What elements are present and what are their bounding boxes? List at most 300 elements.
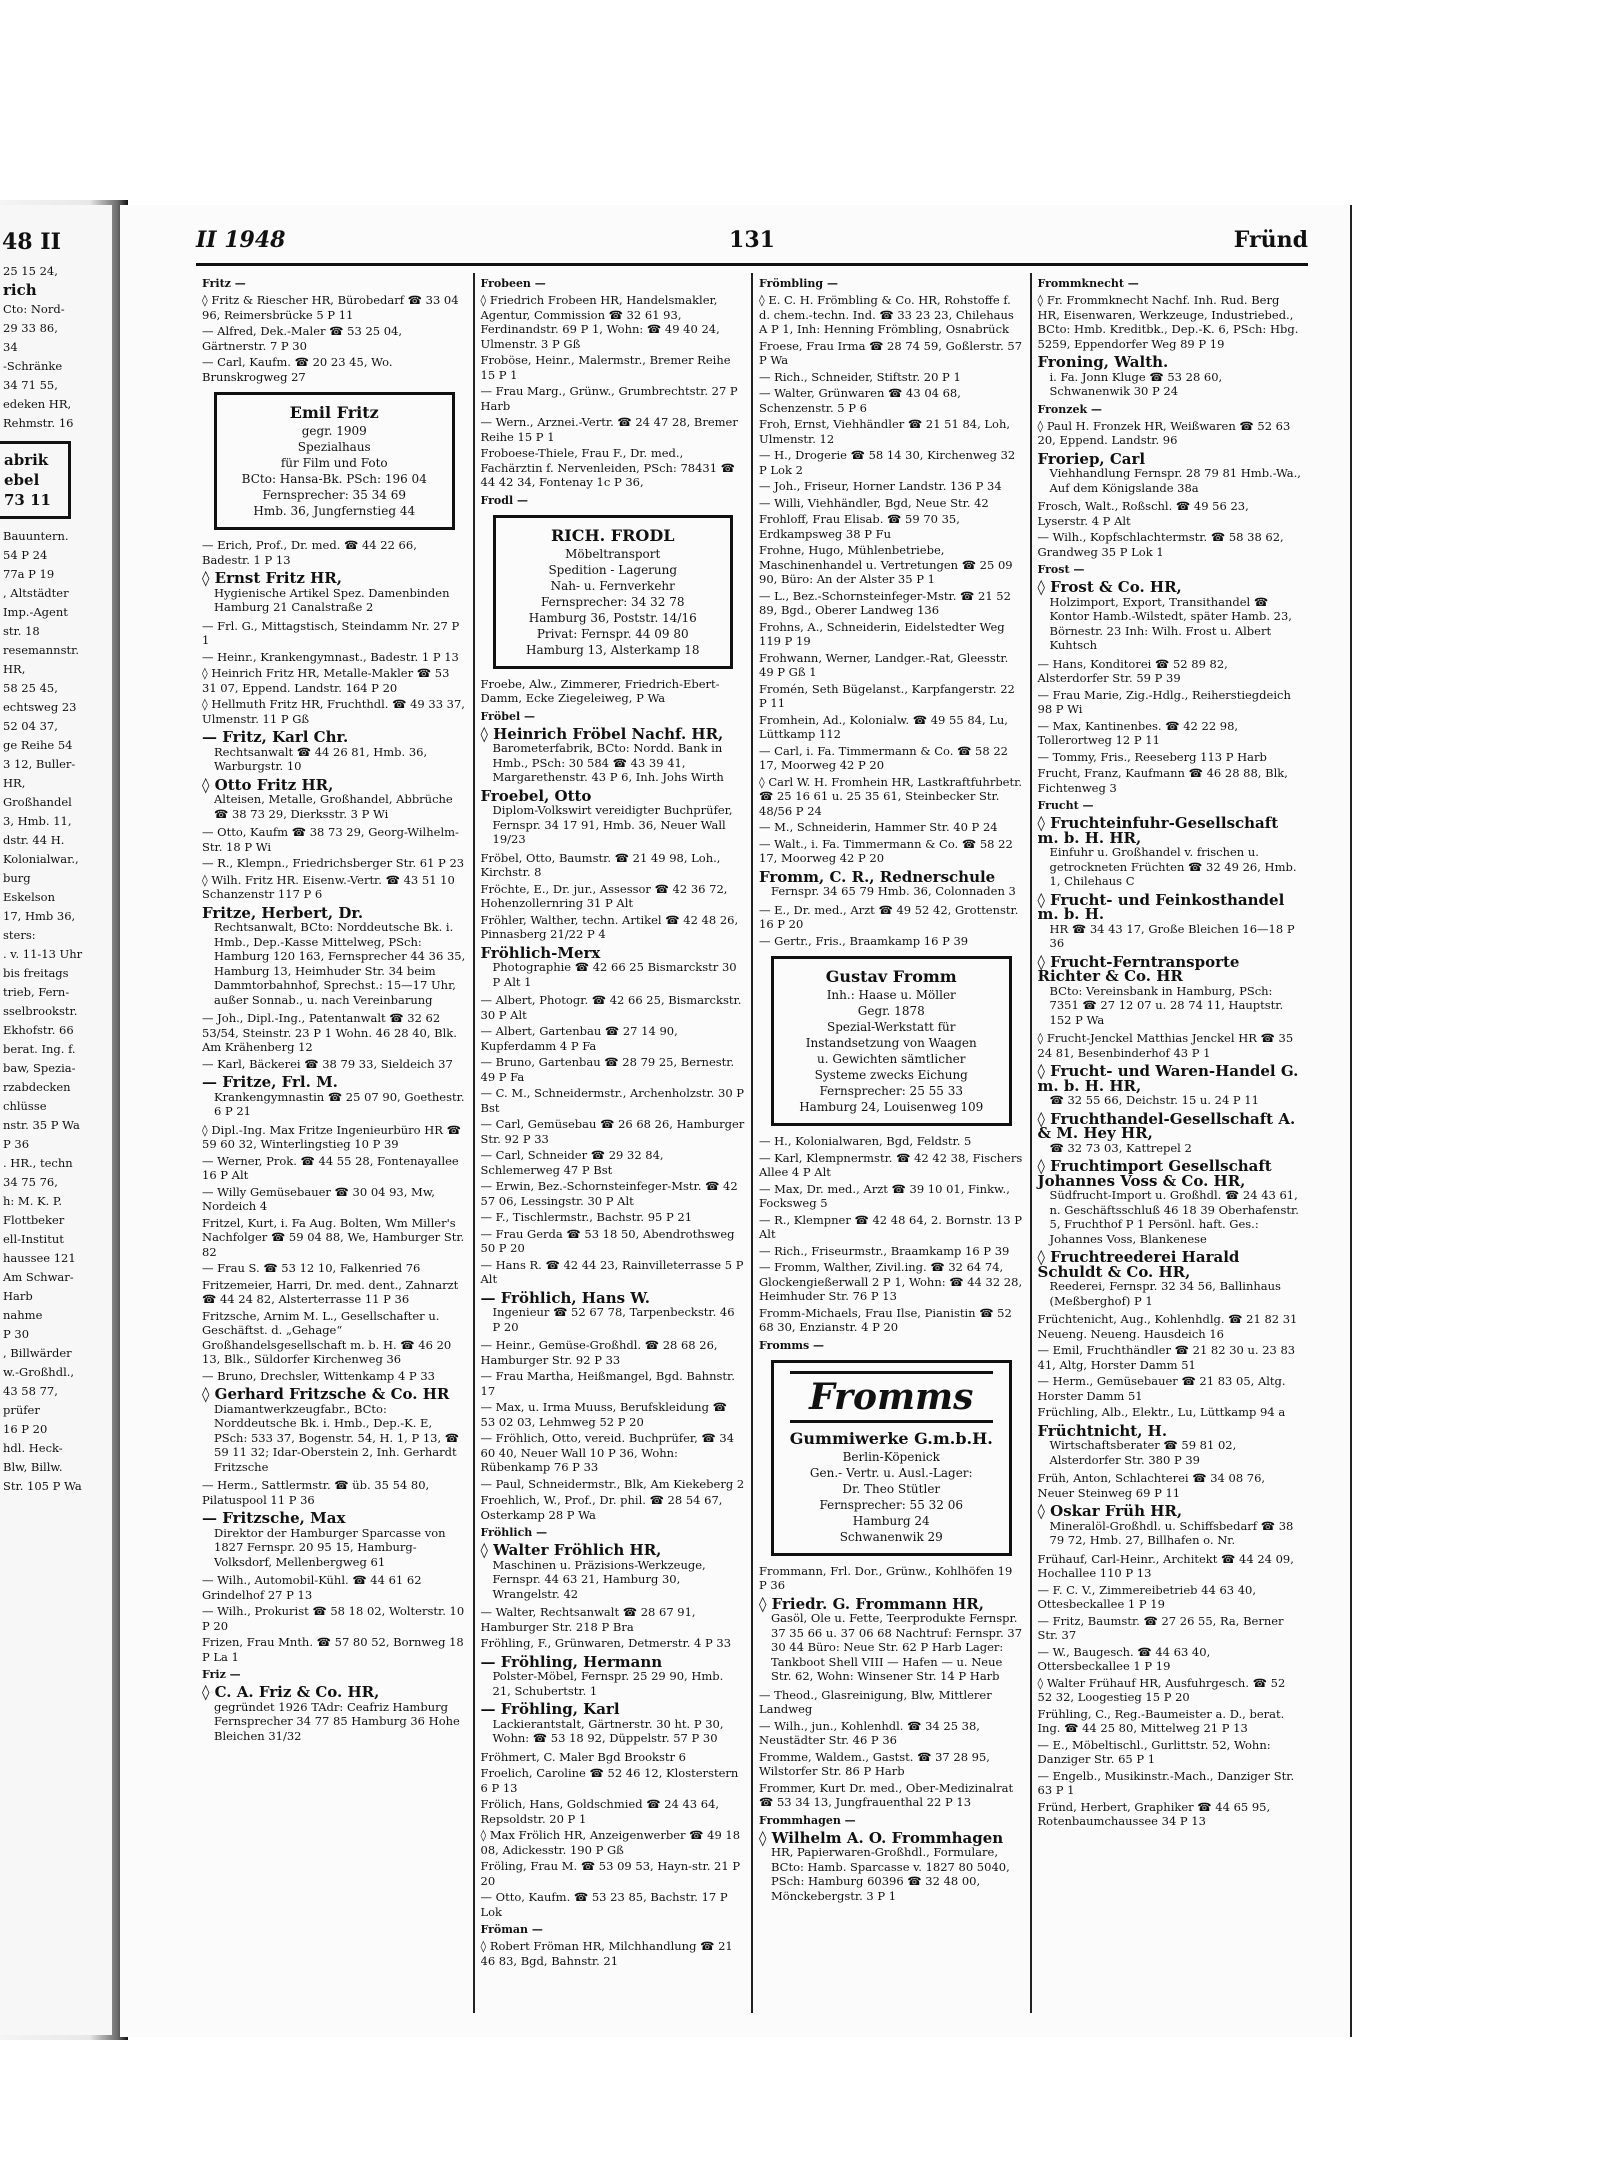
section-header: Frost — xyxy=(1037,563,1085,576)
advertisement-title: RICH. FRODL xyxy=(551,525,675,545)
directory-entry: — Frau Gerda ☎ 53 18 50, Abendrothsweg 50 P 20 xyxy=(480,1226,735,1255)
left-page-fragment: haussee 121 xyxy=(3,1251,76,1265)
entry-name: ◊ Gerhard Fritzsche & Co. HR xyxy=(202,1385,450,1403)
entry-name: Fromm, C. R., Rednerschule xyxy=(759,867,996,886)
left-page-fragment: ge Reihe 54 xyxy=(3,738,73,752)
left-page-box-line: 73 11 xyxy=(4,491,51,509)
section-header: Frommknecht — xyxy=(1037,277,1139,290)
directory-entry: ◊ Carl W. H. Fromhein HR, Lastkraftfuhrbetr. ☎ 25 16 61 u. 25 35 61, Steinbecker Str. 48/56 P 24 xyxy=(759,774,1023,818)
advertisement-line: Privat: Fernspr. 44 09 80 xyxy=(536,626,689,641)
directory-entry: Frommer, Kurt Dr. med., Ober-Medizinalrat ☎ 53 34 13, Jungfrauenthal 22 P 13 xyxy=(759,1780,1014,1809)
directory-entry: — Erwin, Bez.-Schornsteinfeger-Mstr. ☎ 42 57 06, Lessingstr. 30 P Alt xyxy=(480,1179,738,1208)
left-page-fragment: nstr. 35 P Wa xyxy=(3,1118,80,1132)
entry-details: Ingenieur ☎ 52 67 78, Tarpenbeckstr. 46 P 20 xyxy=(492,1305,735,1334)
entry-name: ◊ Wilhelm A. O. Frommhagen xyxy=(759,1828,1004,1847)
directory-entry: ◊ Max Frölich HR, Anzeigenwerber ☎ 49 18 08, Adickesstr. 190 P Gß xyxy=(480,1828,741,1857)
directory-entry-featured xyxy=(202,775,467,822)
directory-entry: Frohns, A., Schneiderin, Eidelstedter Weg 119 P 19 xyxy=(759,619,1005,648)
directory-entry: — H., Drogerie ☎ 58 14 30, Kirchenweg 32 P Lok 2 xyxy=(759,448,1016,477)
left-page-fragment: 29 33 86, xyxy=(3,321,58,335)
directory-entry: — Herm., Sattlermstr. ☎ üb. 35 54 80, Pilatuspool 11 P 36 xyxy=(202,1478,430,1507)
left-page-fragment: HR, xyxy=(3,776,26,790)
left-page-fragment: 52 04 37, xyxy=(3,719,58,733)
entry-details: Wirtschaftsberater ☎ 59 81 02, Alsterdorfer Str. 380 P 39 xyxy=(1049,1438,1237,1467)
directory-entry: — Paul, Schneidermstr., Blk, Am Kiekeberg 2 xyxy=(480,1476,745,1491)
directory-entry: — Heinr., Gemüse-Großhdl. ☎ 28 68 26, Hamburger Str. 92 P 33 xyxy=(480,1338,718,1367)
directory-entry-featured xyxy=(202,903,467,1008)
directory-entry: — L., Bez.-Schornsteinfeger-Mstr. ☎ 21 52 89, Bgd., Oberer Landweg 136 xyxy=(759,588,1011,617)
directory-entry: — Tommy, Fris., Reeseberg 113 P Harb xyxy=(1037,749,1267,764)
entry-details: Diplom-Volkswirt vereidigter Buchprüfer, Fernspr. 34 17 91, Hmb. 36, Neuer Wall 19/23 xyxy=(492,803,733,846)
directory-entry: — Frau S. ☎ 53 12 10, Falkenried 76 xyxy=(202,1261,421,1275)
advertisement-line: Hmb. 36, Jungfernstieg 44 xyxy=(253,504,416,518)
advertisement-logo: Fromms xyxy=(790,1371,993,1423)
left-page-fragment: edeken HR, xyxy=(3,397,72,411)
directory-entry: — Otto, Kaufm ☎ 38 73 29, Georg-Wilhelm-Str. 18 P Wi xyxy=(202,825,459,854)
advertisement-line: Spezialhaus xyxy=(297,440,371,454)
advertisement-box xyxy=(214,392,455,530)
left-page-fragment: baw, Spezia- xyxy=(3,1061,76,1075)
left-page-fragments-lower xyxy=(0,527,112,1496)
directory-entry: — Theod., Glasreinigung, Blw, Mittlerer Landweg xyxy=(759,1687,992,1716)
directory-entry-featured xyxy=(1038,1064,1303,1108)
entry-name: ◊ Frucht- und Feinkosthandel m. b. H. xyxy=(1037,890,1285,923)
page-number: 131 xyxy=(729,227,775,253)
entry-name: — Fritz, Karl Chr. xyxy=(202,728,349,746)
section-header: Fröman — xyxy=(480,1923,543,1936)
entry-name: ◊ Fruchtimport Gesellschaft Johannes Voss & Co. HR, xyxy=(1037,1157,1272,1190)
left-page-fragments xyxy=(0,262,112,433)
advertisement-title: Emil Fritz xyxy=(289,403,379,422)
directory-entry: — R., Klempn., Friedrichsberger Str. 61 P 23 xyxy=(202,856,465,870)
left-page-fragment: rich xyxy=(3,281,37,299)
left-page-fragment: Imp.-Agent xyxy=(3,605,68,619)
entry-details: HR ☎ 34 43 17, Große Bleichen 16—18 P 36 xyxy=(1049,921,1295,950)
directory-entry: ◊ Robert Fröman HR, Milchhandlung ☎ 21 46 83, Bgd, Bahnstr. 21 xyxy=(480,1939,733,1968)
directory-column-4 xyxy=(1032,273,1309,2013)
left-page-fragment: Großhandel xyxy=(3,795,72,809)
advertisement-line: Fernsprecher: 25 55 33 xyxy=(819,1084,963,1098)
left-page-fragment: 34 xyxy=(3,340,18,354)
entry-details: Fernspr. 34 65 79 Hmb. 36, Colonnaden 3 xyxy=(771,884,1016,898)
left-page-fragment: Am Schwar- xyxy=(3,1270,74,1284)
directory-entry: Frosch, Walt., Roßschl. ☎ 49 56 23, Lyserstr. 4 P Alt xyxy=(1037,499,1249,528)
left-page-fragment: Rehmstr. 16 xyxy=(3,416,74,430)
entry-name: — Fröhling, Hermann xyxy=(480,1652,663,1671)
directory-entry: — Werner, Prok. ☎ 44 55 28, Fontenayallee 16 P Alt xyxy=(202,1153,459,1182)
directory-entry-featured xyxy=(1038,1504,1303,1548)
left-page-box-line: abrik xyxy=(4,451,49,469)
advertisement-line: Möbeltransport xyxy=(565,546,661,561)
directory-entry: — Engelb., Musikinstr.-Mach., Danziger Str. 63 P 1 xyxy=(1037,1768,1295,1797)
directory-entry: Froelich, Caroline ☎ 52 46 12, Klosterstern 6 P 13 xyxy=(480,1766,739,1795)
directory-entry-featured xyxy=(1038,355,1303,399)
left-page-fragment: 16 P 20 xyxy=(3,1422,48,1436)
advertisement-line: u. Gewichten sämtlicher xyxy=(816,1052,966,1066)
left-page-header: 48 II xyxy=(2,229,61,255)
directory-entry-featured xyxy=(759,1828,1024,1904)
directory-entry: — Joh., Dipl.-Ing., Patentanwalt ☎ 32 62 53/54, Steinstr. 23 P 1 Wohn. 46 28 40, Blk. Am Krähenberg 12 xyxy=(202,1011,457,1054)
directory-entry: — Carl, Gemüsebau ☎ 26 68 26, Hamburger Str. 92 P 33 xyxy=(480,1117,745,1146)
directory-entry: Fröling, Frau M. ☎ 53 09 53, Hayn-str. 21 P 20 xyxy=(480,1859,741,1888)
section-header: Fröhlich — xyxy=(480,1526,548,1539)
advertisement-line: Inh.: Haase u. Möller xyxy=(826,988,956,1002)
section-header: Frommhagen — xyxy=(759,1813,856,1827)
left-page-fragment: rzabdecken xyxy=(3,1080,71,1094)
directory-entry: — Bruno, Drechsler, Wittenkamp 4 P 33 xyxy=(202,1368,435,1383)
left-page-fragment: 3 12, Buller- xyxy=(3,757,76,771)
directory-entry: ◊ Frucht-Jenckel Matthias Jenckel HR ☎ 35 24 81, Besenbinderhof 43 P 1 xyxy=(1037,1031,1294,1060)
entry-name: ◊ Frucht- und Waren-Handel G. m. b. H. HR, xyxy=(1037,1062,1299,1095)
left-page-fragment: Harb xyxy=(3,1289,33,1303)
directory-entry-featured xyxy=(480,1288,746,1335)
left-page-fragment: . v. 11-13 Uhr xyxy=(3,947,83,961)
left-page-fragment: sters: xyxy=(3,928,36,942)
directory-entry: — Fritz, Baumstr. ☎ 27 26 55, Ra, Berner Str. 37 xyxy=(1037,1613,1284,1642)
entry-details: Alteisen, Metalle, Großhandel, Abbrüche ☎ 38 73 29, Dierksstr. 3 P Wi xyxy=(214,792,453,821)
directory-entry: ◊ Hellmuth Fritz HR, Fruchthdl. ☎ 49 33 37, Ulmenstr. 11 P Gß xyxy=(202,697,465,726)
directory-entry: Früchling, Alb., Elektr., Lu, Lüttkamp 94 a xyxy=(1037,1405,1286,1419)
directory-entry: — Herm., Gemüsebauer ☎ 21 83 05, Altg. Horster Damm 51 xyxy=(1037,1374,1286,1403)
entry-details: Viehhandlung Fernspr. 28 79 81 Hmb.-Wa., Auf dem Königslande 38a xyxy=(1049,466,1301,495)
section-header: Fröbel — xyxy=(480,709,535,723)
entry-name: Froebel, Otto xyxy=(480,786,592,805)
entry-name: ◊ Heinrich Fröbel Nachf. HR, xyxy=(480,724,724,743)
entry-details: Diamantwerkzeugfabr., BCto: Norddeutsche Bk. i. Hmb., Dep.-K. E, PSch: 533 37, Bogenstr. 54, H. 1, P 13, ☎ 59 11 32; Idar-Oberstein 2, Inh. Gerhardt Fritzsche xyxy=(214,1401,460,1474)
entry-name: — Fritzsche, Max xyxy=(202,1509,346,1527)
directory-column-1 xyxy=(196,273,475,2013)
directory-entry: ◊ Friedrich Frobeen HR, Handelsmakler, Agentur, Commission ☎ 32 61 93, Ferdinandstr. 69 P 1, Wohn: ☎ 49 40 24, Ulmenstr. 3 P Gß xyxy=(480,293,720,351)
entry-name: ◊ Friedr. G. Frommann HR, xyxy=(759,1594,984,1613)
directory-entry: — Walter, Rechtsanwalt ☎ 28 67 91, Hamburger Str. 218 P Bra xyxy=(480,1605,696,1634)
directory-entry-featured xyxy=(759,867,1024,899)
entry-details: gegründet 1926 TAdr: Ceafriz Hamburg Fernsprecher 34 77 85 Hamburg 36 Hohe Bleichen 31/32 xyxy=(214,1699,460,1743)
directory-entry: — Max, Dr. med., Arzt ☎ 39 10 01, Finkw., Focksweg 5 xyxy=(759,1181,1010,1210)
left-page-fragment: P 30 xyxy=(3,1327,30,1341)
entry-name: ◊ Fruchteinfuhr-Gesellschaft m. b. H. HR, xyxy=(1037,814,1279,847)
left-page-fragment: 54 P 24 xyxy=(3,548,48,562)
directory-column-2 xyxy=(475,273,754,2013)
directory-entry-featured xyxy=(202,571,467,615)
left-page-fragment: 34 75 76, xyxy=(3,1175,58,1189)
directory-entry: Frohne, Hugo, Mühlenbetriebe, Maschinenhandel u. Vertretungen ☎ 25 09 90, Büro: An der Alster 35 P 1 xyxy=(759,543,1013,586)
directory-entry: — F. C. V., Zimmereibetrieb 44 63 40, Ottesbeckallee 1 P 19 xyxy=(1037,1582,1257,1611)
section-header: Frobeen — xyxy=(480,277,546,290)
directory-entry: ◊ Dipl.-Ing. Max Fritze Ingenieurbüro HR ☎ 59 60 32, Winterlingstieg 10 P 39 xyxy=(202,1122,461,1151)
advertisement-line: Gen.- Vertr. u. Ausl.-Lager: xyxy=(809,1465,973,1480)
page-header xyxy=(196,223,1308,266)
entry-name: ◊ Ernst Fritz HR, xyxy=(202,569,342,587)
entry-name: — Fröhlich, Hans W. xyxy=(480,1288,650,1307)
directory-entry: — Alfred, Dek.-Maler ☎ 53 25 04, Gärtnerstr. 7 P 30 xyxy=(202,324,403,353)
directory-entry: — Rich., Schneider, Stiftstr. 20 P 1 xyxy=(759,369,961,384)
advertisement-title: Gummiwerke G.m.b.H. xyxy=(789,1428,993,1448)
directory-entry: — Bruno, Gartenbau ☎ 28 79 25, Bernestr. 49 P Fa xyxy=(480,1055,735,1084)
directory-entry: — Hans, Konditorei ☎ 52 89 82, Alsterdorfer Str. 59 P 39 xyxy=(1037,656,1228,685)
directory-entry: Fritzsche, Arnim M. L., Gesellschafter u. Geschäftst. d. „Gehage“ Großhandelsgesellschaft m. b. H. ☎ 46 20 13, Blk., Süldorfer Kirchenweg 36 xyxy=(202,1308,452,1366)
entry-details: Lackierantstalt, Gärtnerstr. 30 ht. P 30, Wohn: ☎ 53 18 92, Düppelstr. 57 P 30 xyxy=(492,1716,724,1745)
left-page-fragment: chlüsse xyxy=(3,1099,47,1113)
directory-entry: — Wern., Arznei.-Vertr. ☎ 24 47 28, Bremer Reihe 15 P 1 xyxy=(480,415,738,444)
entry-name: Froriep, Carl xyxy=(1037,449,1146,468)
left-page-fragment: Ekhofstr. 66 xyxy=(3,1023,74,1037)
directory-entry: Froboese-Thiele, Frau F., Dr. med., Fachärztin f. Nervenleiden, PSch: 78431 ☎ 44 42 34, Fontenay 1c P 36, xyxy=(480,446,736,489)
left-facing-page xyxy=(0,205,112,2035)
left-page-fragment: dstr. 44 H. xyxy=(3,833,65,847)
left-page-fragment: w.-Großhdl., xyxy=(3,1365,75,1379)
directory-entry: — H., Kolonialwaren, Bgd, Feldstr. 5 xyxy=(759,1134,972,1148)
advertisement-line: Hamburg 36, Poststr. 14/16 xyxy=(528,610,697,625)
directory-column-3 xyxy=(753,273,1032,2013)
directory-entry: — Carl, i. Fa. Timmermann & Co. ☎ 58 22 17, Moorweg 42 P 20 xyxy=(759,743,1008,772)
advertisement-line: Fernsprecher: 34 32 78 xyxy=(541,594,685,609)
directory-entry-featured xyxy=(480,943,746,990)
directory-entry: Früh, Anton, Schlachterei ☎ 34 08 76, Neuer Steinweg 69 P 11 xyxy=(1037,1471,1266,1500)
directory-entry: — Frau Marg., Grünw., Grumbrechtstr. 27 P Harb xyxy=(480,384,738,413)
directory-entry-featured xyxy=(202,1685,467,1743)
directory-entry: — C. M., Schneidermstr., Archenholzstr. 30 P Bst xyxy=(480,1086,745,1115)
directory-entry: — R., Klempner ☎ 42 48 64, 2. Bornstr. 13 P Alt xyxy=(759,1212,1022,1241)
left-page-fragment: h: M. K. P. xyxy=(3,1194,62,1208)
directory-entry: Froböse, Heinr., Malermstr., Bremer Reihe 15 P 1 xyxy=(480,353,731,382)
section-header: Fritz — xyxy=(202,277,246,290)
advertisement-line: Schwanenwik 29 xyxy=(839,1529,943,1544)
entry-details: Direktor der Hamburger Sparcasse von 1827 Fernspr. 20 95 15, Hamburg-Volksdorf, Mellenbergweg 61 xyxy=(214,1525,446,1569)
directory-entry: — Heinr., Krankengymnast., Badestr. 1 P 13 xyxy=(202,649,459,664)
left-page-fragment: echtsweg 23 xyxy=(3,700,77,714)
entry-name: Fritze, Herbert, Dr. xyxy=(202,903,364,922)
directory-entry: ◊ Fritz & Riescher HR, Bürobedarf ☎ 33 04 96, Reimersbrücke 5 P 11 xyxy=(202,293,459,322)
entry-name: ◊ C. A. Friz & Co. HR, xyxy=(202,1683,380,1701)
directory-entry: — Fromm, Walther, Zivil.ing. ☎ 32 64 74, Glockengießerwall 2 P 1, Wohn: ☎ 44 32 28, Heimhuder Str. 76 P 13 xyxy=(759,1260,1023,1303)
directory-entry: Fritzemeier, Harri, Dr. med. dent., Zahnarzt ☎ 44 24 82, Alsterterrasse 11 P 36 xyxy=(202,1277,459,1306)
directory-entry: ◊ Fr. Frommknecht Nachf. Inh. Rud. Berg HR, Eisenwaren, Werkzeuge, Industriebed., BCto: Hmb. Kreditbk., Dep.-K. 6, PSch: Hbg. 5259, Eppendorfer Weg 89 P 19 xyxy=(1037,293,1299,351)
entry-name: Froning, Walth. xyxy=(1037,353,1169,371)
directory-entry-featured xyxy=(480,786,746,847)
left-page-fragment: berat. Ing. f. xyxy=(3,1042,76,1056)
left-page-fragment: Flottbeker xyxy=(3,1213,65,1227)
directory-entry: — F., Tischlermstr., Bachstr. 95 P 21 xyxy=(480,1210,693,1224)
left-page-fragment: 3, Hmb. 11, xyxy=(3,814,72,828)
directory-entry: — Wilh., jun., Kohlenhdl. ☎ 34 25 38, Neustädter Str. 46 P 36 xyxy=(759,1718,980,1747)
left-page-fragment: bis freitags xyxy=(3,966,69,980)
left-page-fragment: HR, xyxy=(3,662,26,676)
left-page-fragment: Bauuntern. xyxy=(3,529,69,543)
directory-entry: Froese, Frau Irma ☎ 28 74 59, Goßlerstr. 57 P Wa xyxy=(759,338,1023,367)
entry-details: Krankengymnastin ☎ 25 07 90, Goethestr. 6 P 21 xyxy=(214,1089,465,1118)
directory-entry: — Wilh., Automobil-Kühl. ☎ 44 61 62 Grindelhof 27 P 13 xyxy=(202,1573,422,1602)
directory-entry: — Frau Marie, Zig.-Hdlg., Reiherstiegdeich 98 P Wi xyxy=(1037,687,1291,716)
directory-entry-featured xyxy=(481,1702,746,1746)
left-page-fragment: P 36 xyxy=(3,1137,30,1151)
directory-entry-featured xyxy=(480,724,746,785)
entry-name: ◊ Frost & Co. HR, xyxy=(1037,578,1182,596)
entry-details: Rechtsanwalt, BCto: Norddeutsche Bk. i. Hmb., Dep.-Kasse Mittelweg, PSch: Hamburg 120 163, Fernsprecher 44 36 35, Hamburg 13, Heimhuder Str. 34 beim Dammtorbahnhof, Sprechst.: 15—17 Uhr, außer Sonnab., u. nach Vereinbarung xyxy=(214,920,466,1007)
directory-entry: — Hans R. ☎ 42 44 23, Rainvilleterrasse 5 P Alt xyxy=(480,1257,744,1286)
directory-entry-featured xyxy=(202,1387,467,1474)
directory-entry-featured xyxy=(1038,1159,1303,1246)
advertisement-line: Systeme zwecks Eichung xyxy=(814,1068,968,1082)
section-header: Fronzek — xyxy=(1037,402,1102,416)
directory-entry-featured xyxy=(202,1511,467,1569)
directory-entry: — Albert, Gartenbau ☎ 27 14 90, Kupferdamm 4 P Fa xyxy=(480,1024,678,1053)
directory-entry-featured xyxy=(1037,952,1303,1028)
section-header: Fromms — xyxy=(759,1338,825,1352)
entry-details: Photographie ☎ 42 66 25 Bismarckstr 30 P Alt 1 xyxy=(492,960,737,989)
directory-entry: ◊ Walter Frühauf HR, Ausfuhrgesch. ☎ 52 52 32, Loogestieg 15 P 20 xyxy=(1037,1675,1286,1704)
directory-entry: — Wilh., Kopfschlachtermstr. ☎ 58 38 62, Grandweg 35 P Lok 1 xyxy=(1037,530,1284,559)
section-header: Friz — xyxy=(202,1668,241,1681)
entry-details: i. Fa. Jonn Kluge ☎ 53 28 60, Schwanenwik 30 P 24 xyxy=(1049,369,1223,398)
left-page-fragment: Eskelson xyxy=(3,890,55,904)
left-page-fragment: 17, Hmb 36, xyxy=(3,909,76,923)
directory-entry-featured xyxy=(481,1543,746,1601)
advertisement-line: Nah- u. Fernverkehr xyxy=(550,578,675,593)
directory-entry: ◊ E. C. H. Frömbling & Co. HR, Rohstoffe f. d. chem.-techn. Ind. ☎ 33 23 23, Chilehaus A P 1, Inh: Henning Frömbling, Osnabrück xyxy=(759,293,1014,336)
advertisement-line: Spedition - Lagerung xyxy=(548,562,678,577)
advertisement-line: Dr. Theo Stütler xyxy=(842,1481,941,1496)
advertisement-box xyxy=(771,1360,1012,1556)
left-page-fragment: resemannstr. xyxy=(3,643,79,657)
entry-details: ☎ 32 55 66, Deichstr. 15 u. 24 P 11 xyxy=(1049,1093,1259,1107)
directory-entry: Fromme, Waldem., Gastst. ☎ 37 28 95, Wilstorfer Str. 86 P Harb xyxy=(759,1749,990,1778)
directory-entry: Fröhling, F., Grünwaren, Detmerstr. 4 P 33 xyxy=(480,1636,732,1650)
advertisement-box xyxy=(771,956,1012,1126)
directory-entry: Fröhmert, C. Maler Bgd Brookstr 6 xyxy=(480,1749,687,1764)
entry-details: Mineralöl-Großhdl. u. Schiffsbedarf ☎ 38 79 72, Hmb. 27, Billhafen o. Nr. xyxy=(1049,1518,1294,1547)
left-page-fragment: 58 25 45, xyxy=(3,681,58,695)
directory-entry-featured xyxy=(1037,449,1303,496)
entry-details: Polster-Möbel, Fernspr. 25 29 90, Hmb. 21, Schubertstr. 1 xyxy=(492,1669,724,1698)
advertisement-line: Berlin-Köpenick xyxy=(842,1449,940,1464)
directory-entry: — Carl, Schneider ☎ 29 32 84, Schlemerweg 47 P Bst xyxy=(480,1148,664,1177)
left-page-fragment: nahme xyxy=(3,1308,43,1322)
section-header: Frucht — xyxy=(1037,799,1094,812)
directory-entry-featured xyxy=(202,1075,467,1119)
left-page-fragment: , Billwärder xyxy=(3,1346,72,1360)
advertisement-line: gegr. 1909 xyxy=(301,424,367,438)
entry-details: Einfuhr u. Großhandel v. frischen u. getrockneten Früchten ☎ 32 49 26, Hmb. 1, Chilehaus C xyxy=(1049,845,1297,888)
directory-entry: — M., Schneiderin, Hammer Str. 40 P 24 xyxy=(759,820,998,834)
directory-entry: — Otto, Kaufm. ☎ 53 23 85, Bachstr. 17 P Lok xyxy=(480,1890,728,1919)
entry-details: BCto: Vereinsbank in Hamburg, PSch: 7351 ☎ 27 12 07 u. 28 74 11, Hauptstr. 152 P Wa xyxy=(1049,983,1284,1027)
directory-entry: Froh, Ernst, Viehhändler ☎ 21 51 84, Loh, Ulmenstr. 12 xyxy=(759,417,1011,446)
directory-entry: — Max, u. Irma Muuss, Berufskleidung ☎ 53 02 03, Lehmweg 52 P 20 xyxy=(480,1400,727,1429)
directory-entry-featured xyxy=(1037,890,1303,951)
left-page-fragment: Str. 105 P Wa xyxy=(3,1479,82,1493)
entry-details: Barometerfabrik, BCto: Nordd. Bank in Hmb., PSch: 30 584 ☎ 43 39 41, Margarethenstr. 43 P 6, Inh. Johs Wirth xyxy=(492,741,724,784)
directory-entry-featured xyxy=(1037,1109,1303,1156)
page-header-catchword: Fründ xyxy=(1233,227,1308,253)
directory-entry-featured xyxy=(1038,816,1303,889)
directory-entry: Fröbel, Otto, Baumstr. ☎ 21 49 98, Loh., Kirchstr. 8 xyxy=(480,850,721,879)
directory-entry: — Gertr., Fris., Braamkamp 16 P 39 xyxy=(759,933,969,948)
left-page-fragment: 43 58 77, xyxy=(3,1384,58,1398)
entry-name: ◊ Oskar Früh HR, xyxy=(1037,1502,1183,1520)
directory-entry-featured xyxy=(1038,580,1303,653)
directory-entry: Fröchte, E., Dr. jur., Assessor ☎ 42 36 72, Hohenzollernring 31 P Alt xyxy=(480,881,728,910)
directory-entry: Fromm-Michaels, Frau Ilse, Pianistin ☎ 52 68 30, Enzianstr. 4 P 20 xyxy=(759,1305,1012,1334)
directory-entry: Fromén, Seth Bügelanst., Karpfangerstr. 22 P 11 xyxy=(759,681,1015,710)
left-page-fragment: str. 18 xyxy=(3,624,40,638)
directory-entry: — Joh., Friseur, Horner Landstr. 136 P 34 xyxy=(759,479,1002,493)
page-header-year: II 1948 xyxy=(196,227,286,253)
left-page-fragment: -Schränke xyxy=(3,359,63,373)
entry-details: Hygienische Artikel Spez. Damenbinden Hamburg 21 Canalstraße 2 xyxy=(214,585,450,614)
left-page-fragment: 34 71 55, xyxy=(3,378,58,392)
directory-entry: Fröhler, Walther, techn. Artikel ☎ 42 48 26, Pinnasberg 21/22 P 4 xyxy=(480,912,739,941)
advertisement-line: für Film und Foto xyxy=(280,456,388,470)
advertisement-line: Hamburg 13, Alsterkamp 18 xyxy=(526,642,700,657)
directory-entry-featured xyxy=(1038,1250,1303,1308)
left-page-fragment: sselbrookstr. xyxy=(3,1004,78,1018)
entry-details: Rechtsanwalt ☎ 44 26 81, Hmb. 36, Warburgstr. 10 xyxy=(214,744,428,773)
directory-entry: Frucht, Franz, Kaufmann ☎ 46 28 88, Blk, Fichtenweg 3 xyxy=(1037,766,1288,795)
left-page-fragment: hdl. Heck- xyxy=(3,1441,63,1455)
directory-entry: — Carl, Kaufm. ☎ 20 23 45, Wo. Brunskrogweg 27 xyxy=(202,355,393,384)
directory-entry: ◊ Paul H. Fronzek HR, Weißwaren ☎ 52 63 20, Eppend. Landstr. 96 xyxy=(1037,418,1291,447)
entry-name: ◊ Frucht-Ferntransporte Richter & Co. HR xyxy=(1037,952,1240,985)
directory-entry: — Frau Martha, Heißmangel, Bgd. Bahnstr. 17 xyxy=(480,1369,735,1398)
directory-entry: — Wilh., Prokurist ☎ 58 18 02, Wolterstr. 10 P 20 xyxy=(202,1604,465,1633)
directory-entry: Fründ, Herbert, Graphiker ☎ 44 65 95, Rotenbaumchaussee 34 P 13 xyxy=(1037,1799,1271,1828)
left-page-fragment: burg xyxy=(3,871,31,885)
directory-page xyxy=(120,205,1350,2037)
directory-entry: — Fröhlich, Otto, vereid. Buchprüfer, ☎ 34 60 40, Neuer Wall 10 P 36, Wohn: Rübenkamp 76 P 33 xyxy=(480,1431,735,1474)
entry-name: ◊ Walter Fröhlich HR, xyxy=(480,1541,662,1559)
entry-details: ☎ 32 73 03, Kattrepel 2 xyxy=(1049,1140,1192,1155)
directory-entry: — E., Dr. med., Arzt ☎ 49 52 42, Grottenstr. 16 P 20 xyxy=(759,902,1019,931)
directory-entry-featured xyxy=(202,730,467,774)
left-page-box-line: ebel xyxy=(4,471,40,489)
directory-entry: Froehlich, W., Prof., Dr. phil. ☎ 28 54 67, Osterkamp 28 P Wa xyxy=(480,1493,723,1522)
entry-name: Fröhlich-Merx xyxy=(480,943,601,962)
directory-entry: Frühling, C., Reg.-Baumeister a. D., berat. Ing. ☎ 44 25 80, Mittelweg 21 P 13 xyxy=(1037,1706,1285,1735)
entry-details: Reederei, Fernspr. 32 34 56, Ballinhaus (Meßberghof) P 1 xyxy=(1049,1279,1281,1308)
directory-entry-featured xyxy=(480,1652,746,1699)
directory-entry: Frizen, Frau Mnth. ☎ 57 80 52, Bornweg 18 P La 1 xyxy=(202,1635,464,1664)
directory-entry: Frühauf, Carl-Heinr., Architekt ☎ 44 24 09, Hochallee 110 P 13 xyxy=(1037,1551,1294,1580)
left-page-ad-fragment xyxy=(0,441,71,519)
advertisement-line: Spezial-Werkstatt für Instandsetzung von Waagen xyxy=(805,1020,977,1050)
directory-entry: Frohwann, Werner, Landger.-Rat, Gleesstr. 49 P Gß 1 xyxy=(759,650,1009,679)
directory-entry: — Walter, Grünwaren ☎ 43 04 68, Schenzenstr. 5 P 6 xyxy=(759,386,961,415)
advertisement-line: Fernsprecher: 55 32 06 xyxy=(819,1497,963,1512)
section-header: Frömbling — xyxy=(759,277,838,290)
entry-name: Früchtnicht, H. xyxy=(1037,1421,1168,1440)
entry-name: ◊ Fruchtreederei Harald Schuldt & Co. HR, xyxy=(1037,1248,1240,1281)
advertisement-line: BCto: Hansa-Bk. PSch: 196 04 xyxy=(241,472,427,486)
directory-entry: Frommann, Frl. Dor., Grünw., Kohlhöfen 19 P 36 xyxy=(759,1563,1013,1592)
directory-entry: Frölich, Hans, Goldschmied ☎ 24 43 64, Repsoldstr. 20 P 1 xyxy=(480,1797,720,1826)
directory-entry: — Willy Gemüsebauer ☎ 30 04 93, Mw, Nordeich 4 xyxy=(202,1184,435,1213)
directory-entry: — Erich, Prof., Dr. med. ☎ 44 22 66, Badestr. 1 P 13 xyxy=(202,538,417,567)
directory-entry: Froebe, Alw., Zimmerer, Friedrich-Ebert-Damm, Ecke Ziegeleiweg, P Wa xyxy=(480,676,720,705)
directory-entry: — E., Möbeltischl., Gurlittstr. 52, Wohn: Danziger Str. 65 P 1 xyxy=(1037,1737,1271,1766)
directory-entry: — Rich., Friseurmstr., Braamkamp 16 P 39 xyxy=(759,1243,1010,1258)
directory-entry: — Albert, Photogr. ☎ 42 66 25, Bismarckstr. 30 P Alt xyxy=(480,993,742,1022)
advertisement-line: Fernsprecher: 35 34 69 xyxy=(262,488,406,502)
advertisement-line: Hamburg 24, Louisenweg 109 xyxy=(799,1100,984,1114)
left-page-fragment: ell-Institut xyxy=(3,1232,64,1246)
entry-details: Maschinen u. Präzisions-Werkzeuge, Fernspr. 44 63 21, Hamburg 30, Wrangelstr. 42 xyxy=(492,1557,706,1601)
section-header: Frodl — xyxy=(480,493,528,507)
left-page-fragment: trieb, Fern- xyxy=(3,985,70,999)
directory-columns xyxy=(196,273,1308,2013)
entry-name: — Fritze, Frl. M. xyxy=(202,1073,338,1091)
left-page-fragment: Cto: Nord- xyxy=(3,302,65,316)
entry-name: — Fröhling, Karl xyxy=(480,1700,620,1718)
